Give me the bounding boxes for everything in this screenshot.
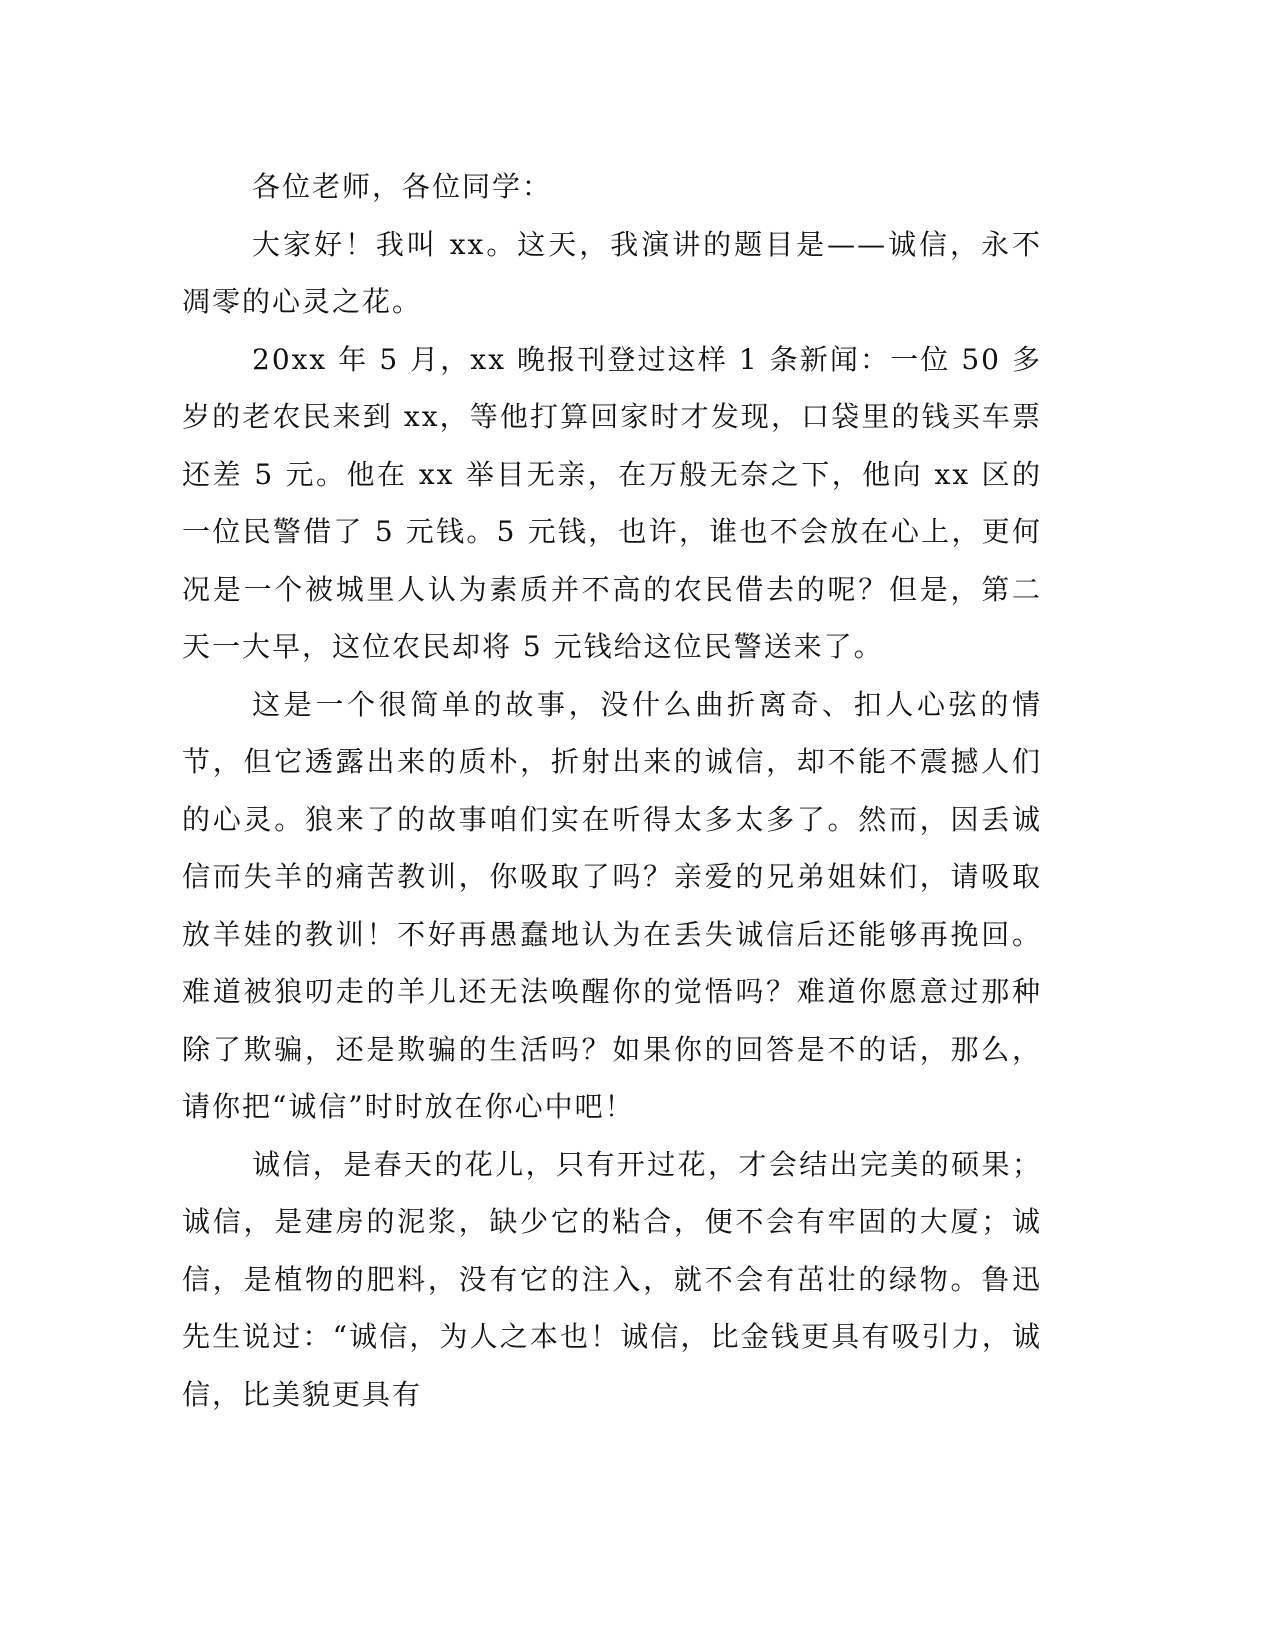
paragraph-4: 诚信，是春天的花儿，只有开过花，才会结出完美的硕果；诚信，是建房的泥浆，缺少它的粘合，便不会有牢固的大厦；诚信，是植物的肥料，没有它的注入，就不会有茁壮的绿物。鲁迅先生说过：“诚信，为人之本也！诚信，比金钱更具有吸引力，诚信，比美貌更具有 xyxy=(182,1147,1042,1411)
paragraph-2: 20xx 年 5 月，xx 晚报刊登过这样 1 条新闻：一位 50 多岁的老农民来到 xx，等他打算回家时才发现，口袋里的钱买车票还差 5 元。他在 xx 举目无亲，在万般无奈之下，他向 xx 区的一位民警借了 5 元钱。5 元钱，也许，谁也不会放在心上，更何况是一个被城里人认为素质并不高的农民借去的呢？但是，第二天一大早，这位农民却将 5 元钱给这位民警送来了。 xyxy=(182,342,1042,663)
paragraph-1: 大家好！我叫 xx。这天，我演讲的题目是——诚信，永不凋零的心灵之花。 xyxy=(182,227,1042,318)
salutation: 各位老师，各位同学： xyxy=(252,170,553,203)
document-body xyxy=(182,158,1042,1423)
paragraph-3: 这是一个很简单的故事，没什么曲折离奇、扣人心弦的情节，但它透露出来的质朴，折射出来的诚信，却不能不震撼人们的心灵。狼来了的故事咱们实在听得太多太多了。然而，因丢诚信而失羊的痛苦教训，你吸取了吗？亲爱的兄弟姐妹们，请吸取放羊娃的教训！不好再愚蠢地认为在丢失诚信后还能够再挽回。难道被狼叨走的羊儿还无法唤醒你的觉悟吗？难道你愿意过那种除了欺骗，还是欺骗的生活吗？如果你的回答是不的话，那么，请你把“诚信”时时放在你心中吧！ xyxy=(182,687,1042,1123)
